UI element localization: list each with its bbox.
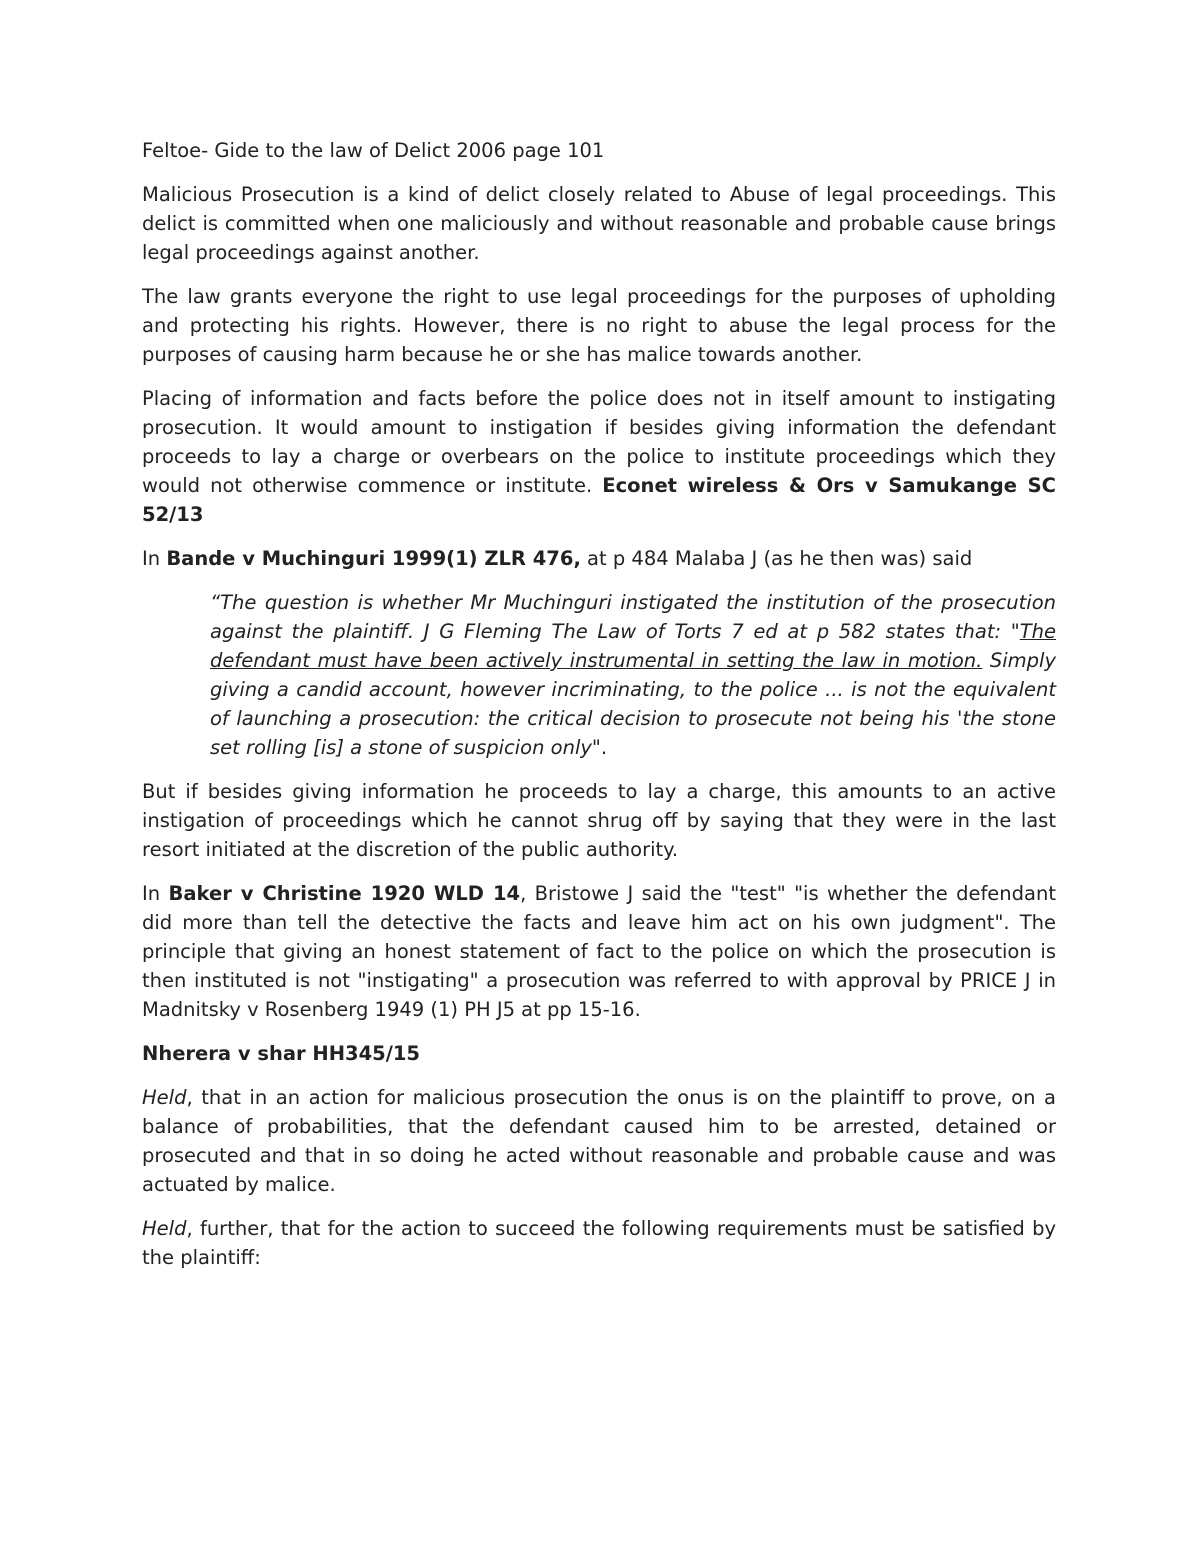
instigation-text: Placing of information and facts before the police does not in itself amount to instigating prosecution. It would amount to instigation if besides giving information the defendant proceeds to lay a charge or overbears on the police to institute proceedings which they would not otherwise commence or institute.	[142, 387, 1056, 497]
paragraph-right-to-proceedings: The law grants everyone the right to use legal proceedings for the purposes of upholding and protecting his rights. However, there is no right to abuse the legal process for the purposes of causing harm because he or she has malice towards another.	[142, 285, 1056, 366]
held-text-2: , further, that for the action to succeed the following requirements must be satisfied by the plaintiff:	[142, 1217, 1056, 1269]
block-quote-bande	[210, 588, 1056, 762]
document-page	[142, 136, 1056, 1287]
bande-prefix: In	[142, 547, 167, 570]
held-label-2: Held	[142, 1217, 187, 1240]
quote-part-2: Simply giving a candid account, however incriminating, to the police ... is not the equivalent of launching a prosecution: the critical decision to prosecute not being his 'the stone set rolling [is] a stone of suspicion only	[210, 649, 1056, 759]
baker-rest: , Bristowe J said the "test" "is whether the defendant did more than tell the detective the facts and leave him act on his own judgment". The principle that giving an honest statement of fact to the police on which the prosecution is then instituted is not "instigating" a prosecution was referred to with approval by PRICE J in Madnitsky v Rosenberg 1949 (1) PH J5 at pp 15-16.	[142, 882, 1056, 1021]
paragraph-definition: Malicious Prosecution is a kind of delict closely related to Abuse of legal proceedings. This delict is committed when one maliciously and without reasonable and probable cause brings legal proceedings against another.	[142, 183, 1056, 264]
baker-prefix: In	[142, 882, 169, 905]
case-citation-baker: Baker v Christine 1920 WLD 14	[168, 882, 521, 905]
held-text-1: , that in an action for malicious prosecution the onus is on the plaintiff to prove, on a balance of probabilities, that the defendant caused him to be arrested, detained or prosecuted and that in so doing he acted without reasonable and probable cause and was actuated by malice.	[142, 1086, 1056, 1196]
case-citation-econet: Econet wireless & Ors v Samukange SC 52/13	[142, 474, 1056, 526]
document-title: Feltoe- Gide to the law of Delict 2006 page 101	[142, 139, 605, 162]
paragraph-active-instigation: But if besides giving information he proceeds to lay a charge, this amounts to an active instigation of proceedings which he cannot shrug off by saying that they were in the last resort initiated at the discretion of the public authority.	[142, 780, 1056, 861]
quote-part-1: “The question is whether Mr Muchinguri instigated the institution of the prosecution against the plaintiff. J G Fleming The Law of Torts 7 ed at p 582 states that: "	[210, 591, 1056, 643]
quote-underlined: The defendant must have been actively instrumental in setting the law in motion.	[210, 620, 1056, 672]
case-heading-nherera: Nherera v shar HH345/15	[142, 1042, 420, 1065]
bande-suffix: at p 484 Malaba J (as he then was) said	[580, 547, 973, 570]
held-label-1: Held	[142, 1086, 187, 1109]
quote-close: ".	[591, 736, 608, 759]
paragraph-bande-intro	[142, 544, 1056, 573]
paragraph-held-requirements	[142, 1214, 1056, 1272]
paragraph-baker	[142, 879, 1056, 1024]
case-citation-bande: Bande v Muchinguri 1999(1) ZLR 476,	[166, 547, 581, 570]
paragraph-instigation	[142, 384, 1056, 529]
paragraph-held-onus	[142, 1083, 1056, 1199]
